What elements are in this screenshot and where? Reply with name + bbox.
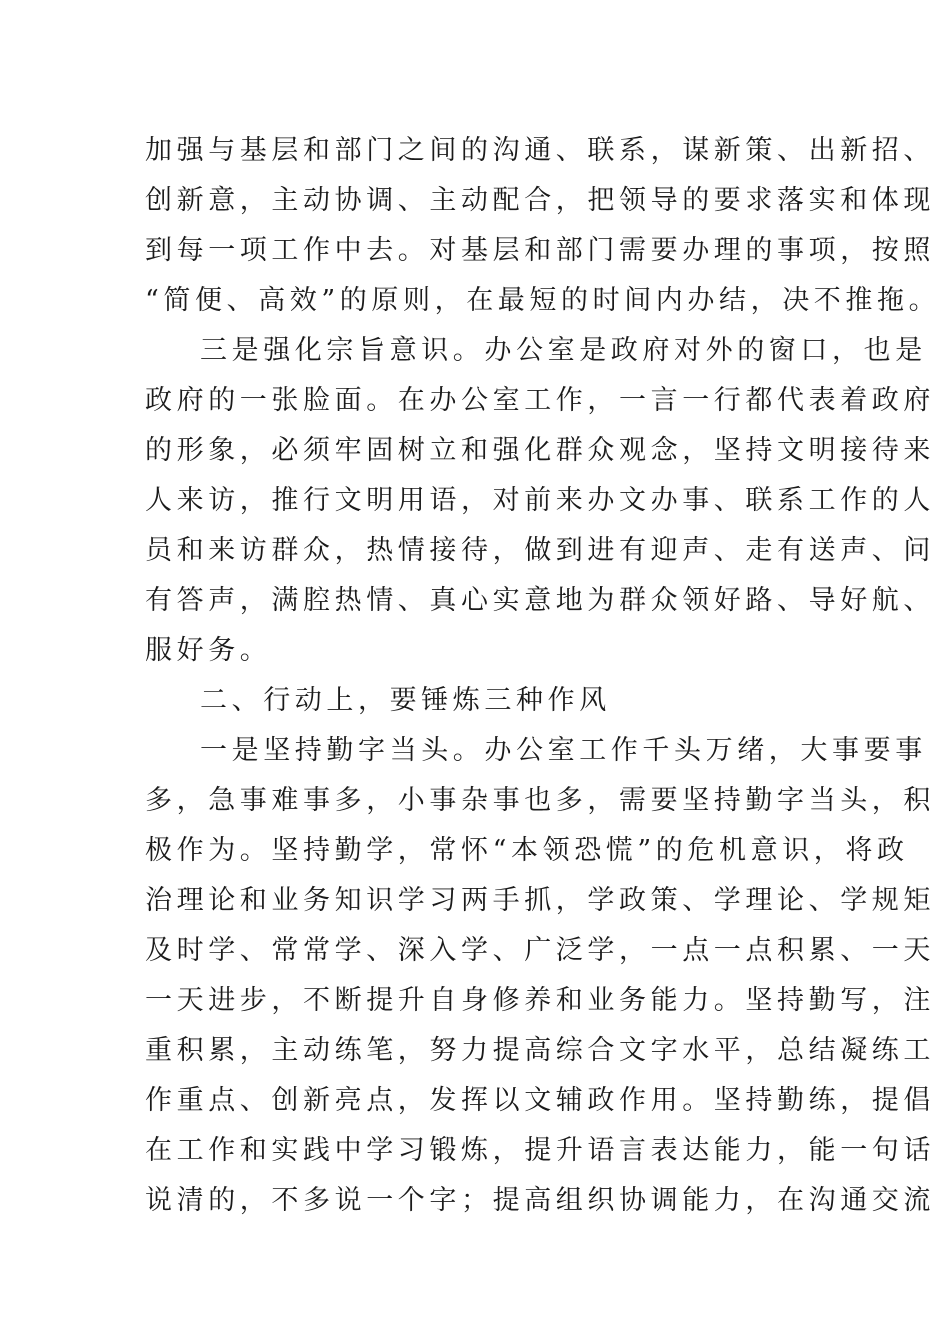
text-line: 作重点、创新亮点，发挥以文辅政作用。坚持勤练，提倡	[145, 1085, 935, 1116]
text-line: 一天进步，不断提升自身修养和业务能力。坚持勤写，注	[145, 985, 935, 1016]
text-line: 及时学、常常学、深入学、广泛学，一点一点积累、一天	[145, 935, 935, 966]
text-line: 重积累，主动练笔，努力提高综合文字水平，总结凝练工	[145, 1035, 935, 1066]
text-line: 有答声，满腔热情、真心实意地为群众领好路、导好航、	[145, 585, 935, 616]
text-line: 政府的一张脸面。在办公室工作，一言一行都代表着政府	[145, 385, 935, 416]
text-line: 治理论和业务知识学习两手抓，学政策、学理论、学规矩	[145, 885, 935, 916]
text-line: 加强与基层和部门之间的沟通、联系，谋新策、出新招、	[145, 135, 935, 166]
text-line: 人来访，推行文明用语，对前来办文办事、联系工作的人	[145, 485, 935, 516]
text-line: 在工作和实践中学习锻炼，提升语言表达能力，能一句话	[145, 1135, 935, 1166]
paragraph-first-line: 一是坚持勤字当头。办公室工作千头万绪，大事要事	[200, 735, 927, 766]
section-heading: 二、行动上，要锤炼三种作风	[200, 685, 611, 716]
text-line: 到每一项工作中去。对基层和部门需要办理的事项，按照	[145, 235, 935, 266]
text-line: 创新意，主动协调、主动配合，把领导的要求落实和体现	[145, 185, 935, 216]
text-line: “简便、高效”的原则，在最短的时间内办结，决不推拖。	[145, 285, 941, 316]
paragraph-first-line: 三是强化宗旨意识。办公室是政府对外的窗口，也是	[200, 335, 927, 366]
text-line: 员和来访群众，热情接待，做到进有迎声、走有送声、问	[145, 535, 935, 566]
text-line: 服好务。	[145, 635, 272, 666]
text-line: 的形象，必须牢固树立和强化群众观念，坚持文明接待来	[145, 435, 935, 466]
text-line: 极作为。坚持勤学，常怀“本领恐慌”的危机意识，将政	[145, 835, 909, 866]
text-line: 说清的，不多说一个字；提高组织协调能力，在沟通交流	[145, 1185, 935, 1216]
text-line: 多，急事难事多，小事杂事也多，需要坚持勤字当头，积	[145, 785, 935, 816]
